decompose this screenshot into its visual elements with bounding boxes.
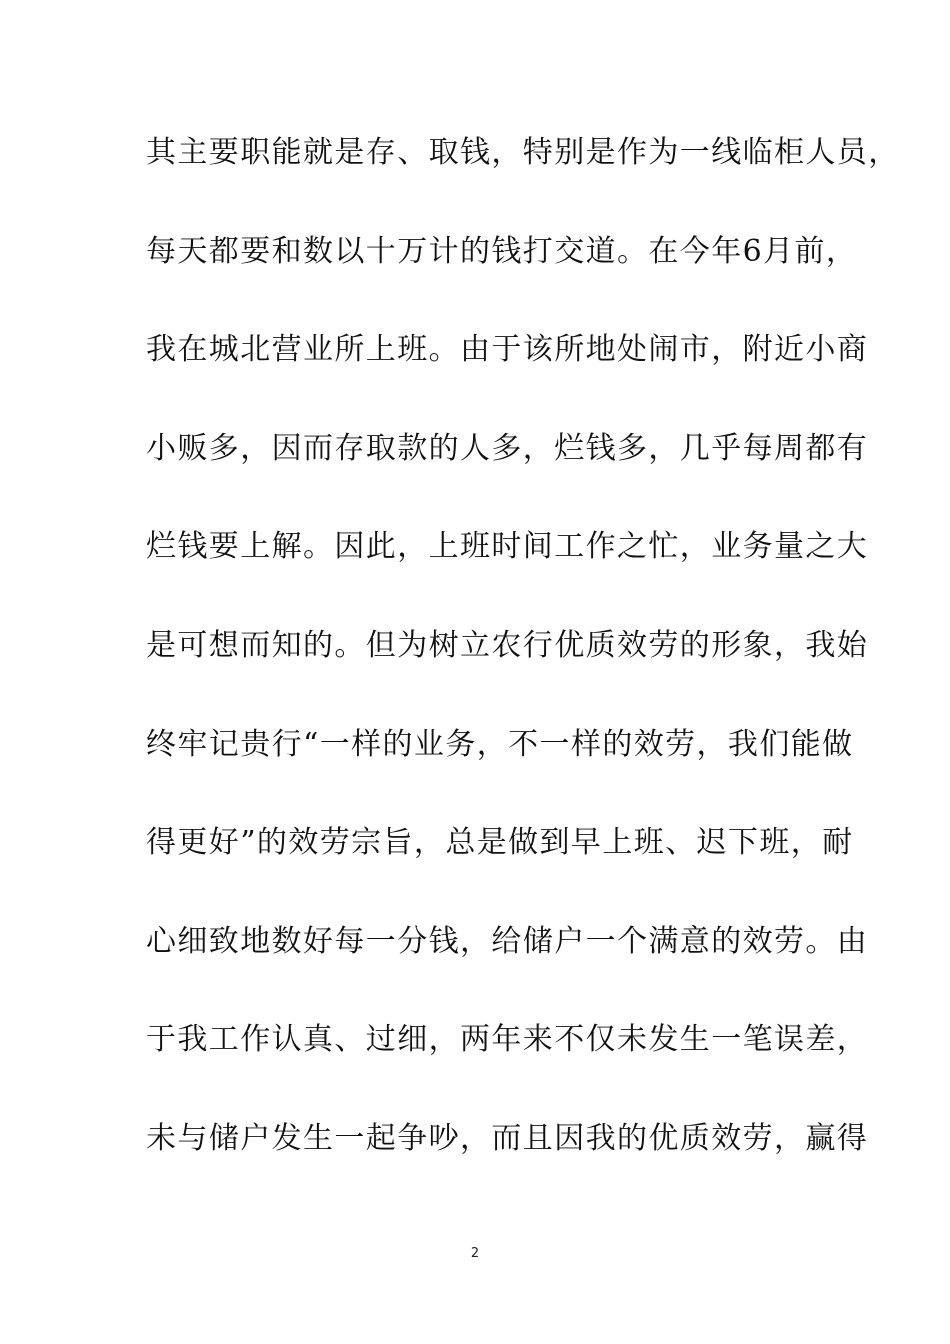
- page-number: 2: [470, 1246, 480, 1261]
- body-text: [146, 128, 900, 1213]
- text-line: 得更好”的效劳宗旨，总是做到早上班、迟下班，耐: [146, 825, 854, 861]
- text-line: 终牢记贵行“一样的业务，不一样的效劳，我们能做: [146, 726, 854, 762]
- text-line: 烂钱要上解。因此，上班时间工作之忙，业务量之大: [146, 529, 869, 565]
- text-line: 其主要职能就是存、取钱，特别是作为一线临柜人员，: [146, 135, 900, 170]
- text-line: 是可想而知的。但为树立农行优质效劳的形象，我始: [146, 627, 869, 663]
- text-line: 未与储户发生一起争吵，而且因我的优质效劳，赢得: [146, 1120, 869, 1156]
- text-line: 心细致地数好每一分钱，给储户一个满意的效劳。由: [146, 923, 869, 959]
- text-line: 我在城北营业所上班。由于该所地处闹市，附近小商: [146, 332, 869, 368]
- text-line: 小贩多，因而存取款的人多，烂钱多，几乎每周都有: [146, 430, 869, 466]
- text-line: 于我工作认真、过细，两年来不仅未发生一笔误差，: [146, 1022, 869, 1058]
- text-line: 每天都要和数以十万计的钱打交道。在今年6月前，: [146, 233, 858, 269]
